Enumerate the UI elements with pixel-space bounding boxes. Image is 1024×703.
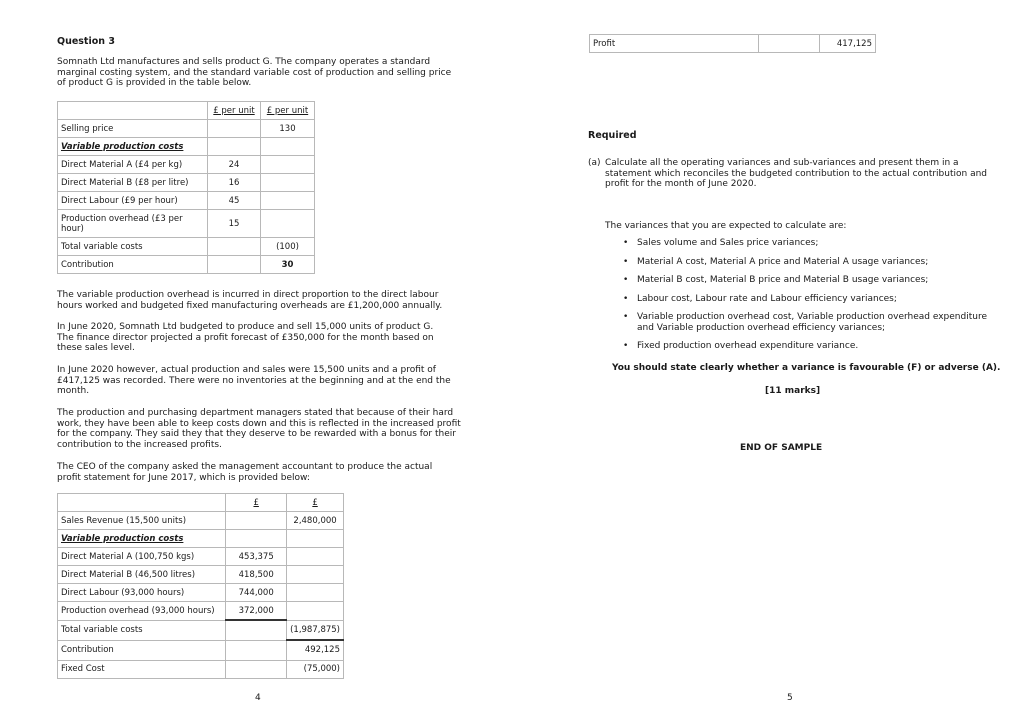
std-header-c2: £ per unit — [261, 102, 315, 120]
variances-intro: The variances that you are expected to calculate are: — [605, 221, 847, 231]
marks: [11 marks] — [765, 386, 821, 396]
std-cell-label: Selling price — [58, 120, 208, 138]
std-cell-value: 130 — [261, 120, 315, 138]
part-a-label: (a) — [588, 158, 601, 168]
bullet-icon: • — [623, 312, 629, 322]
required-heading: Required — [588, 130, 637, 141]
bullet-icon: • — [623, 238, 629, 248]
profit-label: Profit — [590, 35, 759, 53]
std-header-c1: £ per unit — [208, 102, 261, 120]
standard-cost-table: £ per unit £ per unit Selling price 130 Variable production costs Direct Material A (£4 per kg) 24 Direct Material B (£8 per litre) 16 Direct Labour (£9 per hour) 45 Production overhead (£3 per hour) 15 Total variable costs (100) Contribution 30 — [57, 101, 315, 274]
paragraph-actual: In June 2020 however, actual production and sales were 15,500 units and a profit of £417,125 was recorded. There were no inventories at the beginning and at the end the month. — [57, 365, 451, 396]
std-section-heading: Variable production costs — [58, 138, 208, 156]
bullet-icon: • — [623, 256, 629, 267]
bullet-icon: • — [623, 341, 629, 351]
bullet-icon: • — [623, 275, 629, 285]
paragraph-ceo: The CEO of the company asked the management accountant to produce the actual profit statement for June 2017, which is provided below: — [57, 462, 433, 483]
list-item: • Sales volume and Sales price variances; — [623, 238, 819, 248]
page-right — [512, 0, 1024, 701]
std-header-c0 — [58, 102, 208, 120]
page-number-right: 5 — [787, 693, 793, 703]
variance-list — [623, 238, 992, 352]
list-item: • Variable production overhead cost, Variable production overhead expenditure and Variable production overhead efficiency variances; — [623, 312, 987, 333]
profit-table — [589, 34, 876, 53]
list-item: • Labour cost, Labour rate and Labour efficiency variances; — [623, 293, 897, 304]
paragraph-overhead: The variable production overhead is incurred in direct proportion to the direct labour hours worked and budgeted fixed manufacturing overheads are £1,200,000 annually. — [57, 290, 443, 311]
actual-cell-label: Sales Revenue (15,500 units) — [58, 512, 226, 530]
list-item: • Material B cost, Material B price and Material B usage variances; — [623, 275, 929, 285]
page-left — [0, 0, 512, 701]
intro-paragraph: Somnath Ltd manufactures and sells product G. The company operates a standard marginal costing system, and the standard variable cost of production and selling price of product G is provided in the table below. — [57, 57, 452, 88]
list-item: • Material A cost, Material A price and Material A usage variances; — [623, 256, 929, 267]
favourable-instruction: You should state clearly whether a variance is favourable (F) or adverse (A). — [612, 363, 1001, 373]
part-a-text: Calculate all the operating variances and sub-variances and present them in a statement which reconciles the budgeted contribution to the actual contribution and profit for the month of June 2020. — [605, 158, 988, 189]
profit-value: 417,125 — [820, 35, 876, 53]
bullet-icon: • — [623, 293, 629, 304]
actual-profit-table: £ £ Sales Revenue (15,500 units) 2,480,000 Variable production costs Direct Material A (100,750 kgs) 453,375 Direct Material B (46,500 litres) 418,500 Direct Labour (93,000 hours) 744,000 Production overhead (93,000 hours) 372,000 Total variable costs (1,987,875) Contribution 492,125 Fixed Cost (75,000) — [57, 493, 344, 679]
actual-cell-value: 2,480,000 — [287, 512, 344, 530]
actual-section-heading: Variable production costs — [58, 530, 226, 548]
end-of-sample: END OF SAMPLE — [740, 443, 823, 453]
question-title: Question 3 — [57, 36, 115, 47]
paragraph-budget: In June 2020, Somnath Ltd budgeted to produce and sell 15,000 units of product G. The finance director projected a profit forecast of £350,000 for the month based on these sales level. — [57, 322, 434, 353]
page-number-left: 4 — [255, 693, 261, 703]
paragraph-managers: The production and purchasing department managers stated that because of their hard work, they have been able to keep costs down and this is reflected in the increased profit for the company. They said they that they deserve to be rewarded with a bonus for their contribution to the increased profits. — [57, 408, 461, 450]
list-item: • Fixed production overhead expenditure variance. — [623, 341, 859, 351]
